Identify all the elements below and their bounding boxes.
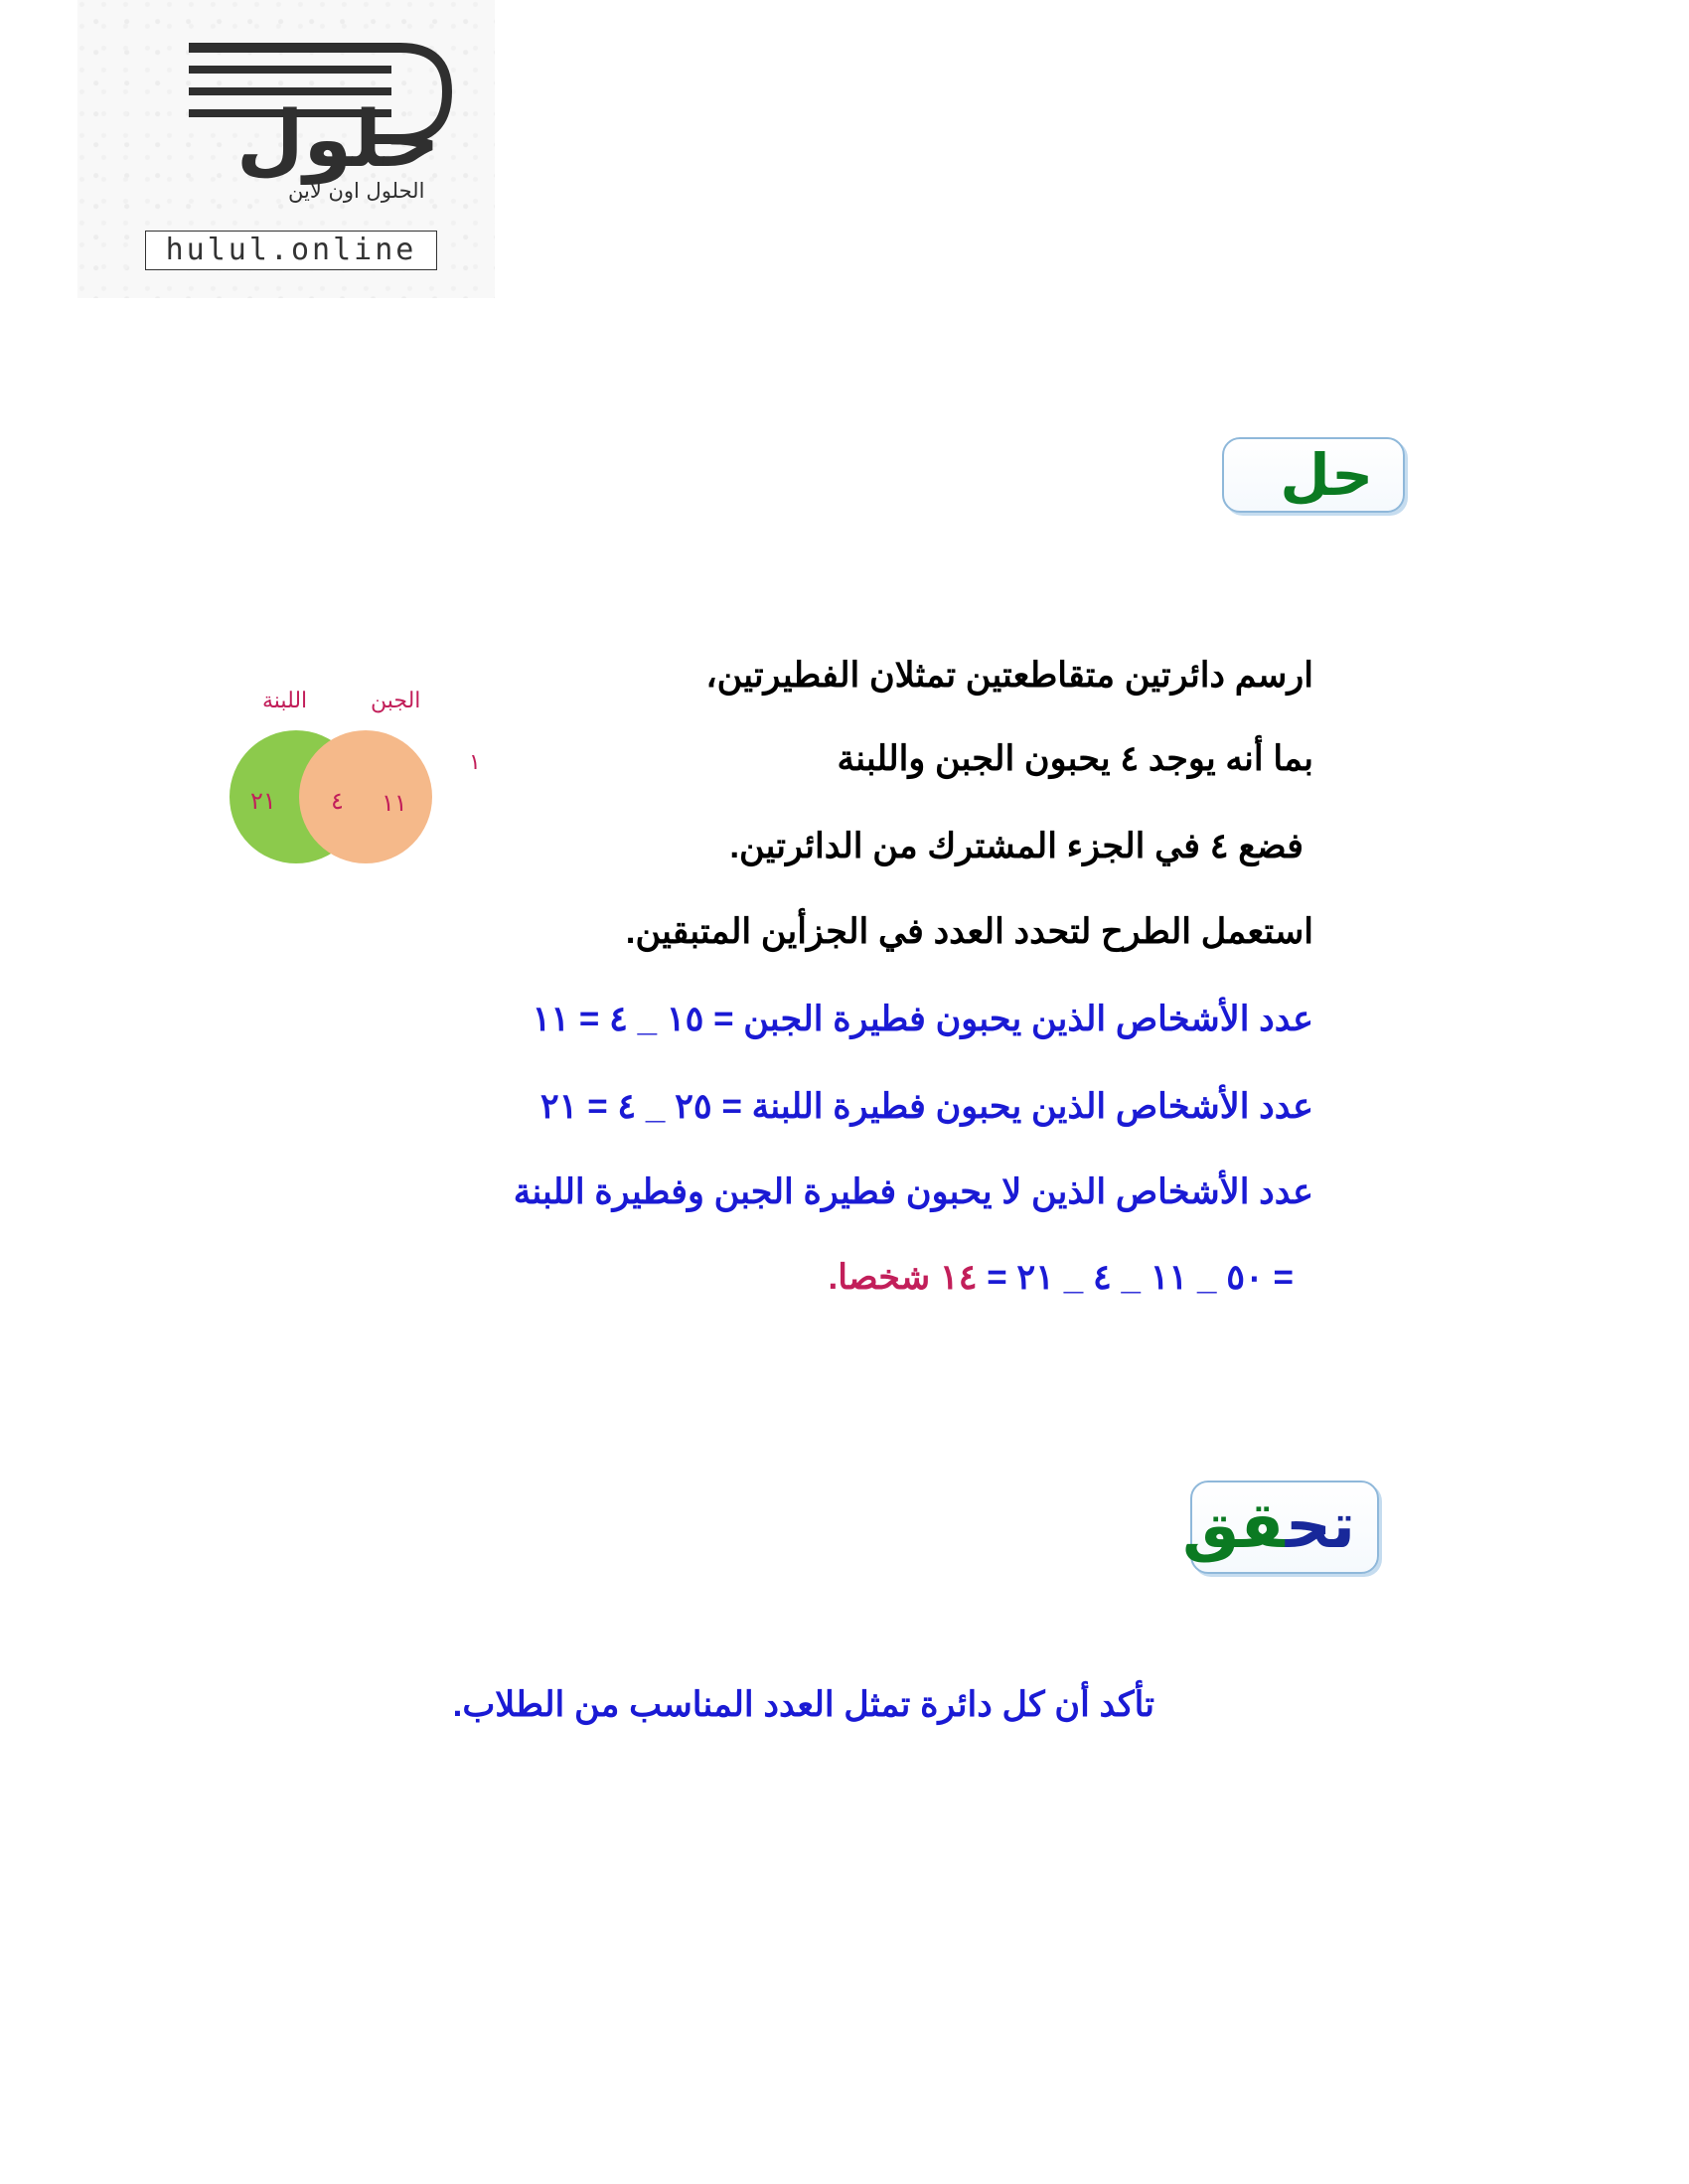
venn-label-cheese: الجبن (371, 688, 421, 712)
solution-line-1: ارسم دائرتين متقاطعتين تمثلان الفطيرتين، (705, 656, 1313, 695)
logo-subtitle: الحلول اون لاين (288, 179, 425, 203)
solution-line-6: عدد الأشخاص الذين يحبون فطيرة اللبنة = ٢٥ _ ٤ = ٢١ (539, 1087, 1313, 1126)
check-tab-label (1182, 1486, 1355, 1566)
check-tab-label-part1: تح (1285, 1489, 1355, 1563)
side-number: ١ (469, 749, 481, 774)
venn-circle-cheese (299, 730, 432, 863)
venn-value-cheese-only: ١١ (382, 790, 407, 817)
solution-line-7: عدد الأشخاص الذين لا يحبون فطيرة الجبن وفطيرة اللبنة (513, 1172, 1313, 1211)
solution-tab-label: حل (1280, 441, 1373, 509)
venn-value-both: ٤ (331, 788, 344, 815)
check-section-tab (1182, 1481, 1379, 1574)
solution-line-8 (829, 1258, 1294, 1298)
solution-line-8-expression: = ٥٠ _ ١١ _ ٤ _ ٢١ = (977, 1258, 1294, 1297)
venn-value-labneh-only: ٢١ (250, 788, 276, 815)
solution-line-3: فضع ٤ في الجزء المشترك من الدائرتين. (729, 827, 1304, 865)
check-text: تأكد أن كل دائرة تمثل العدد المناسب من الطلاب. (452, 1685, 1154, 1724)
logo-mark: حلول (236, 95, 440, 185)
solution-line-5: عدد الأشخاص الذين يحبون فطيرة الجبن = ١٥ _ ٤ = ١١ (532, 1000, 1313, 1038)
check-tab-label-part2: قق (1182, 1489, 1286, 1563)
logo-url: hulul.online (145, 231, 437, 270)
venn-label-labneh: اللبنة (262, 688, 308, 712)
solution-line-2: بما أنه يوجد ٤ يحبون الجبن واللبنة (837, 739, 1313, 778)
logo (77, 0, 495, 298)
solution-line-4: استعمل الطرح لتحدد العدد في الجزأين المتبقين. (625, 912, 1313, 951)
solution-section-tab (1222, 437, 1405, 513)
final-answer: ١٤ شخصا. (828, 1258, 978, 1297)
